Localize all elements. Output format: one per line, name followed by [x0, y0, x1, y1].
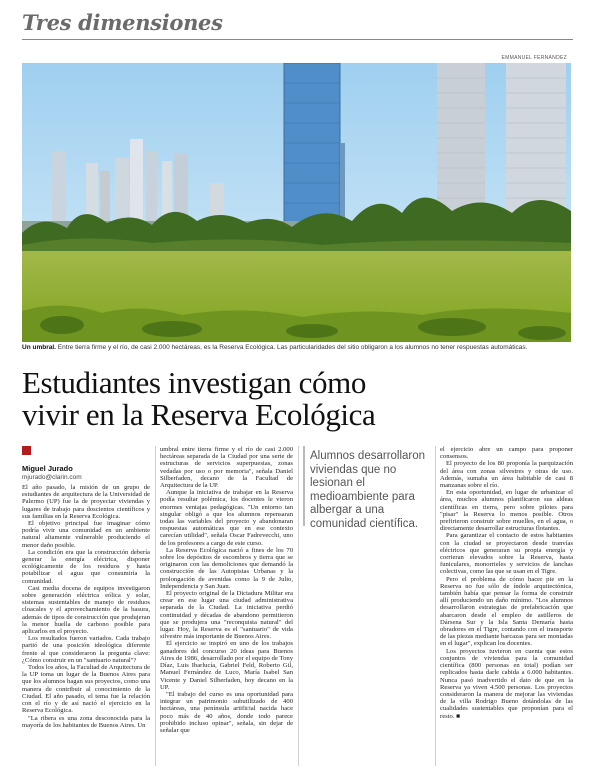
caption-lead: Un umbral. — [22, 344, 56, 351]
paragraph: El año pasado, la misión de un grupo de estudiantes de arquitectura de la Universidad de Palermo (UP) fue la de proyectar viviendas y lugares de trabajo para doscientos científicos y sus familias en la Reserva Ecológica. — [22, 484, 150, 520]
paragraph: Pero el problema de cómo hacer pie en la Reserva no fue sólo de índole arquitectónica, también había que pensar la forma de construir allí produciendo un daño mínimo. "Los alumnos desarrollaron estrategias de prefabricación que abarcaron desde el empleo de astilleros de Dársena Sur y la Isla Santa Demaría hasta obradores en el Tigre, contando con el transporte de las piezas mediante barcazas para ser montadas en el lugar", explican los docentes. — [440, 575, 573, 648]
paragraph: "El trabajo del curso es una oportunidad para integrar un patrimonio subutilizado de 400 hectáreas, una península artificial nacida hace poco más de 40 años, donde todo parece prohibido incluso opinar", señala, sin dejar de señalar que — [160, 690, 293, 734]
paragraph: El proyecto de los 80 proponía la parquización del área con zonas silvestres y otras de uso. Además, sumaba un área habitable de casi 8 manzanas sobre el río. — [440, 460, 573, 490]
paragraph: En esta oportunidad, en lugar de urbanizar el área, muchos alumnos planificaron sus aldeas científicas en tierra, pero sobre pilotes para "pisar" la Reserva lo menos posible. Otros prefirieron construir sobre muelles, en el agua, o directamente desarrollar estructuras flotantes. — [440, 489, 573, 533]
column-divider — [298, 446, 299, 766]
paragraph: umbral entre tierra firme y el río de casi 2.000 hectáreas separada de la Ciudad por una serie de estructuras de servicios superpuestas, zonas vedadas por uso o por memoria", señala Daniel Silberfaden, decano de la Facultad de Arquitectura de la UP. — [160, 446, 293, 490]
paragraph: La Reserva Ecológica nació a fines de los 70 sobre los depósitos de escombros y tierra que se originaron con las demoliciones que demandó la construcción de las Autopistas Urbanas y la prolongación de avenidas como la 9 de Julio, Independencia y San Juan. — [160, 546, 293, 590]
byline — [22, 446, 150, 481]
headline-line-1: Estudiantes investigan cómo — [22, 365, 366, 400]
article-column-1 — [22, 484, 150, 768]
paragraph: El objetivo principal fue imaginar cómo podría vivir una comunidad en un ambiente natural altamente vulnerable produciendo el menor daño posible. — [22, 520, 150, 549]
author-email[interactable]: mjurado@clarin.com — [22, 474, 82, 481]
column-divider — [155, 446, 156, 766]
article-headline — [22, 367, 492, 431]
paragraph: "La ribera es una zona desconocida para la mayoría de los habitantes de Buenos Aires. Un — [22, 714, 150, 729]
paragraph: El proyecto original de la Dictadura Militar era crear en ese lugar una ciudad administrativa separada de la Ciudad. La iniciativa perdió continuidad y décadas de abandono permitieron que se produjera una "reconquista natural" del lugar. Hoy, la Reserva es el "santuario" de vida silvestre más importante de Buenos Aires. — [160, 590, 293, 641]
paragraph: Los resultados fueron variados. Cada trabajo partió de una posición ideológica diferente frente al que consideraron la pregunta clave: ¿Cómo construir en un "santuario natural"? — [22, 635, 150, 664]
pull-quote: Alumnos desarrollaron viviendas que no lesionan el medioambiente para albergar a una comunidad científica. — [310, 450, 426, 530]
reserve-photo — [22, 63, 571, 342]
author-square-icon — [22, 446, 31, 455]
author-name: Miguel Jurado — [22, 464, 73, 473]
article-column-4 — [440, 446, 573, 768]
photo-credit: EMMANUEL FERNÁNDEZ — [501, 55, 567, 61]
article-column-2 — [160, 446, 293, 768]
paragraph: Casi media docena de equipos investigaron sobre generación eléctrica eólica y solar, sistemas sustentables de manejo de residuos cloacales y el aprovechamiento de la basura, además de tipos de construcción que produjeran la menor huella de carbono posible para aplicarlos en el proyecto. — [22, 584, 150, 636]
paragraph: Todos los años, la Facultad de Arquitectura de la UP toma un lugar de la Buenos Aires para que los alumnos hagan sus proyectos, como una manera de contribuir al conocimiento de la Ciudad. El año pasado, el tema fue la relación con el río y de así nació el ejercicio en la Reserva Ecológica. — [22, 664, 150, 715]
paragraph: el ejercicio abre un campo para proponer consensos. — [440, 446, 573, 461]
paragraph: Los proyectos tuvieron en cuenta que estos conjuntos de viviendas para la comunidad científica (800 personas en total) podían ser replicados hasta darle cabida a 6.000 habitantes. Nunca pasó inadvertido el dato de que en la Reserva ya viven 4.500 personas. Los proyectos consideraron la manera de mejorar las viviendas de la villa Rodrigo Bueno dotándolas de las cualidades sustentables que proponían para el resto. ■ — [440, 647, 573, 720]
column-divider — [435, 446, 436, 766]
caption-text: Entre tierra firme y el río, de casi 2.000 hectáreas, es la Reserva Ecológica. Las particularidades del sitio obligaron a los alumnos no tener respuestas automáticas. — [55, 344, 528, 351]
photo-caption — [22, 344, 571, 352]
section-divider — [22, 39, 573, 40]
section-title: Tres dimensiones — [22, 10, 223, 35]
paragraph: Para garantizar el contacto de estos habitantes con la ciudad se proyectaron desde tranvías eléctricos que generaran su propia energía y corrieran elevados sobre la Reserva, hasta funiculares, monorrieles y servicios de lanchas colectivas, como las que se usan en el Tigre. — [440, 532, 573, 576]
paragraph: Aunque la iniciativa de trabajar en la Reserva podía resultar polémica, los docentes le vieron enormes ventajas pedagógicas. "Un entorno tan singular obligó a que los alumnos repensaran todas las variables del proyecto y abandonaran respuestas automáticas que en ese contexto carecían utilidad", señala Oscar Fadrevecchi, uno de los profesores a cargo de este curso. — [160, 489, 293, 547]
paragraph: El ejercicio se inspiró en uno de los trabajos ganadores del concurso 20 ideas para Buenos Aires de 1986, desarrollado por el equipo de Tony Díaz, Luis Ibarlucía, Gabriel Feld, Roberto Gil, Manuel Fernández de Luco, María Isabel San Vicente y Daniel Silberfaden, hoy decano en la UP. — [160, 640, 293, 691]
headline-line-2: vivir en la Reserva Ecológica — [22, 397, 376, 432]
paragraph: La condición era que la construcción debería generar la energía eléctrica, disponer ecológicamente de los residuos y hasta potabilizar el agua que consumiría la comunidad. — [22, 548, 150, 585]
